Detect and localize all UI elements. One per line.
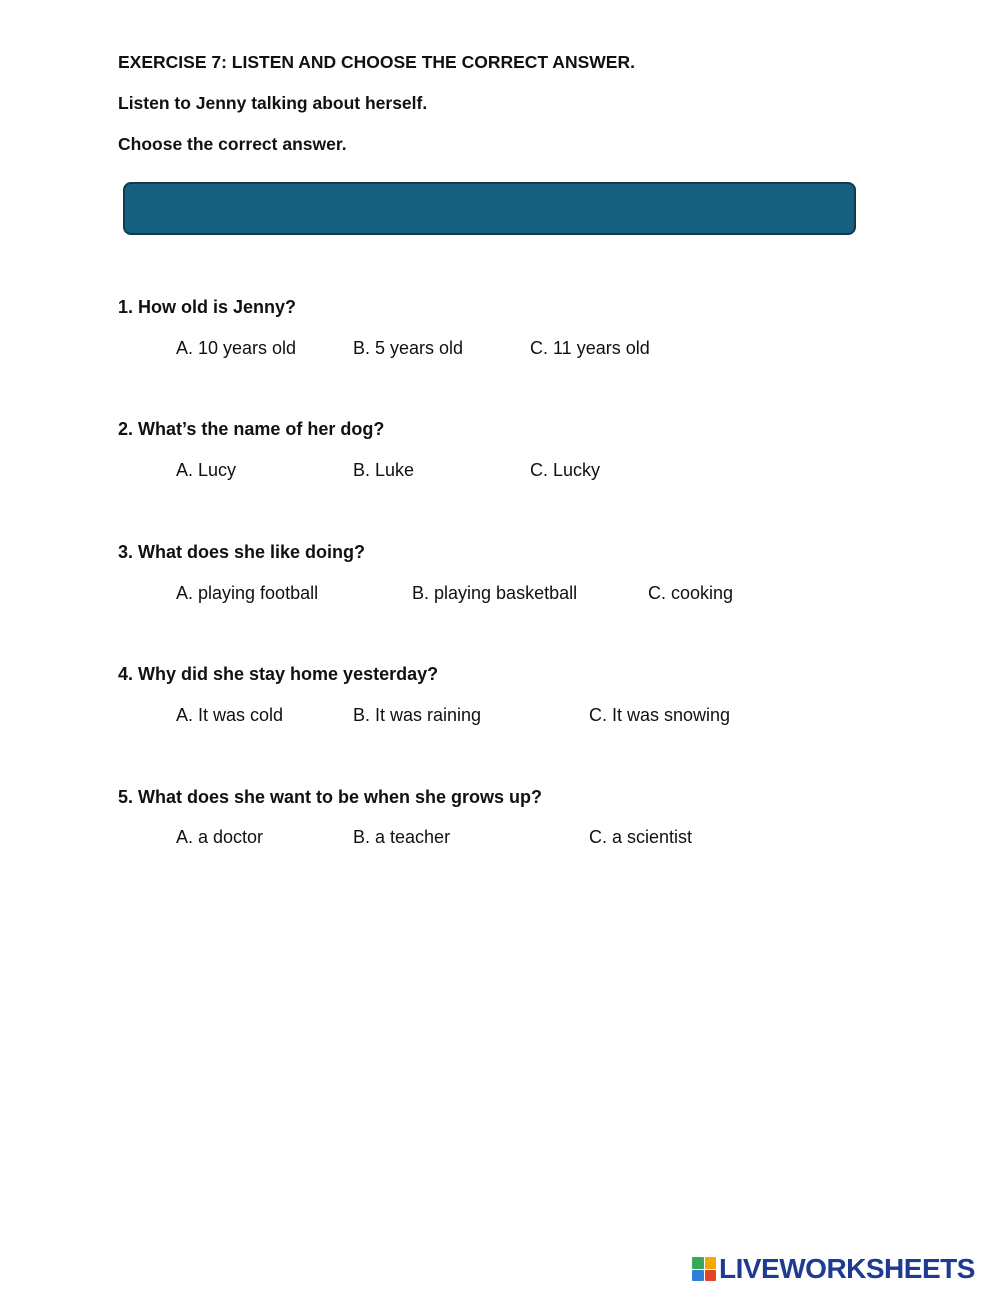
q3-option-b[interactable]: B. playing basketball xyxy=(412,583,578,603)
instruction-listen: Listen to Jenny talking about herself. xyxy=(118,93,428,113)
question-5: 5. What does she want to be when she grows up? xyxy=(118,787,543,807)
logo-square-4 xyxy=(705,1270,717,1282)
q1-option-c[interactable]: C. 11 years old xyxy=(530,338,650,358)
q4-option-c[interactable]: C. It was snowing xyxy=(589,705,731,725)
logo-square-1 xyxy=(692,1257,704,1269)
logo-square-3 xyxy=(692,1270,704,1282)
q1-option-b[interactable]: B. 5 years old xyxy=(353,338,464,358)
q2-option-a[interactable]: A. Lucy xyxy=(176,460,237,480)
liveworksheets-logo-icon xyxy=(692,1257,716,1281)
question-1: 1. How old is Jenny? xyxy=(118,297,297,317)
q1-option-a[interactable]: A. 10 years old xyxy=(176,338,297,358)
q4-option-a[interactable]: A. It was cold xyxy=(176,705,284,725)
q3-option-c[interactable]: C. cooking xyxy=(648,583,734,603)
question-4: 4. Why did she stay home yesterday? xyxy=(118,664,439,684)
question-2: 2. What’s the name of her dog? xyxy=(118,419,385,439)
logo-text: LIVEWORKSHEETS xyxy=(719,1253,975,1284)
q3-option-a[interactable]: A. playing football xyxy=(176,583,319,603)
q2-option-b[interactable]: B. Luke xyxy=(353,460,415,480)
q5-option-c[interactable]: C. a scientist xyxy=(589,827,693,847)
logo-square-2 xyxy=(705,1257,717,1269)
q2-option-c[interactable]: C. Lucky xyxy=(530,460,601,480)
exercise-title: EXERCISE 7: LISTEN AND CHOOSE THE CORRECT ANSWER. xyxy=(118,52,635,72)
liveworksheets-logo xyxy=(692,1253,975,1285)
q5-option-a[interactable]: A. a doctor xyxy=(176,827,264,847)
instruction-choose: Choose the correct answer. xyxy=(118,134,347,154)
audio-player-bar[interactable] xyxy=(123,182,856,235)
q4-option-b[interactable]: B. It was raining xyxy=(353,705,482,725)
q5-option-b[interactable]: B. a teacher xyxy=(353,827,451,847)
question-3: 3. What does she like doing? xyxy=(118,542,366,562)
